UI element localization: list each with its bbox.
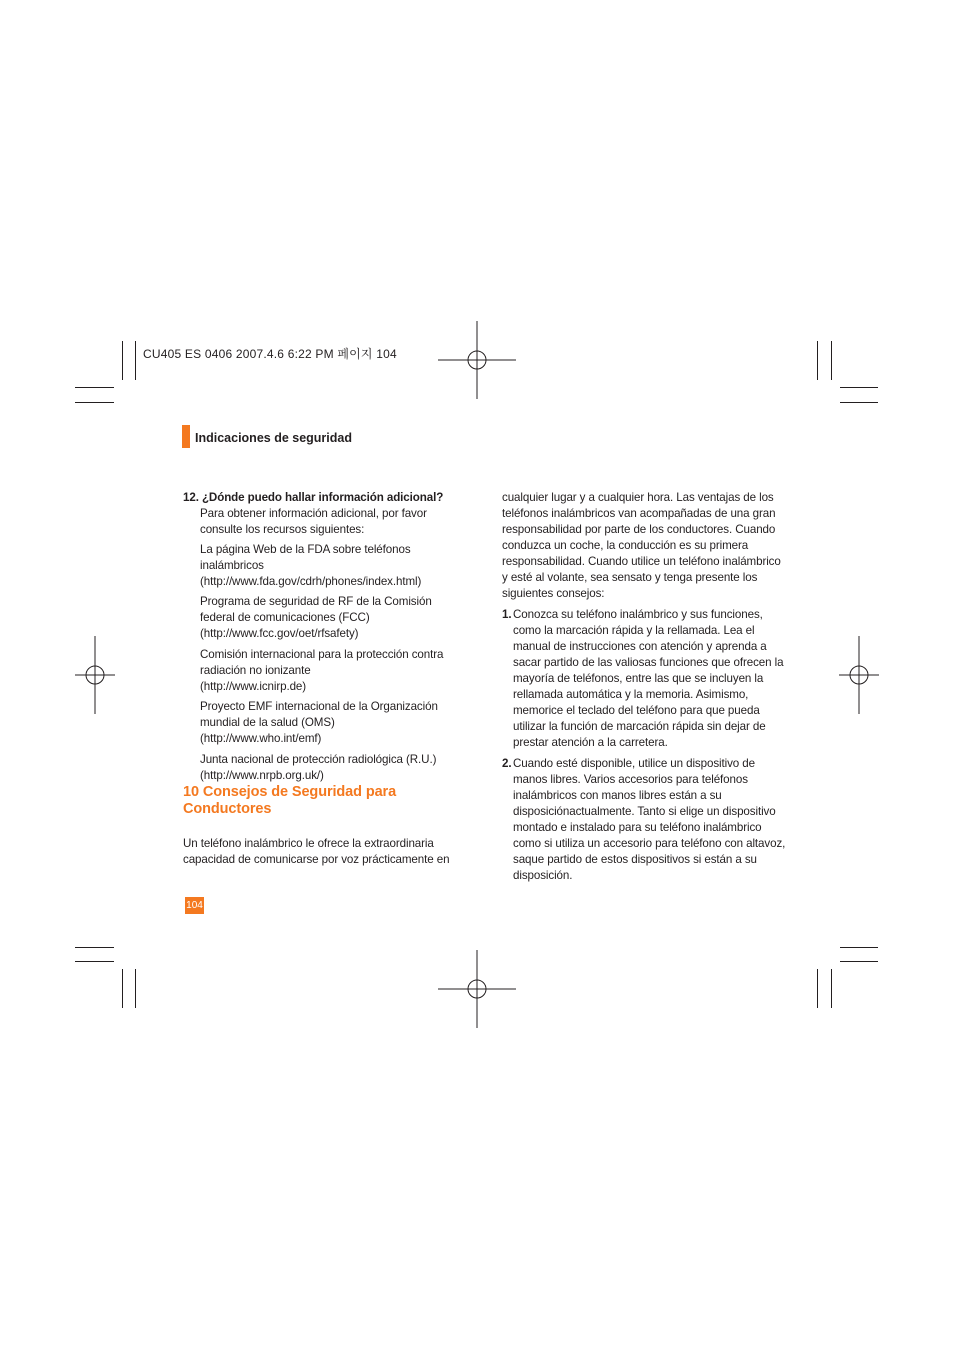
crop-mark [840, 961, 878, 962]
resource-name: Comisión internacional para la protección contra radiación no ionizante [200, 648, 444, 677]
crop-mark [75, 387, 114, 388]
resource-url: (http://www.who.int/emf) [200, 732, 322, 745]
crop-mark [840, 402, 878, 403]
list-text: Conozca su teléfono inalámbrico y sus funciones, como la marcación rápida y la rellamada. Lea el manual de instrucciones con atención y aprenda a sacar partido de las valiosas funciones que ofrecen la mayoría de teléfonos, entre las que se incluyen la rellamada automática y la memoria. Asimismo, memorice el teclado del teléfono para que pueda utilizar la función de marcación rápida sin dejar de prestar atención a la carretera. [513, 608, 784, 749]
left-column [183, 490, 458, 868]
crop-mark [135, 969, 136, 1008]
right-column [502, 490, 786, 884]
resource-item [183, 699, 458, 747]
list-item [502, 756, 786, 884]
crop-mark [122, 341, 123, 380]
body-paragraph: Un teléfono inalámbrico le ofrece la extraordinaria capacidad de comunicarse por voz prácticamente en [183, 837, 450, 866]
crop-mark [840, 387, 878, 388]
question-heading [183, 490, 458, 506]
crop-mark [122, 969, 123, 1008]
print-slug: CU405 ES 0406 2007.4.6 6:22 PM 페이지 104 [143, 347, 397, 361]
resource-name: La página Web de la FDA sobre teléfonos inalámbricos [200, 543, 411, 572]
resource-name: Junta nacional de protección radiológica (R.U.) [200, 753, 437, 766]
body-paragraph: cualquier lugar y a cualquier hora. Las ventajas de los teléfonos inalámbricos van acompañadas de una gran responsabilidad por parte de los conductores. Cuando conduzca un coche, la conducción es su primera responsabilidad. Cuando utilice un teléfono inalámbrico y esté al volante, sea sensato y tenga presente los siguientes consejos: [502, 491, 781, 600]
crop-mark [840, 947, 878, 948]
list-text: Cuando esté disponible, utilice un dispositivo de manos libres. Varios accesorios para teléfonos inalámbricos con manos libres están a su disposiciónactualmente. Tanto si elige un dispositivo montado e instalado para su teléfono inalámbrico como si utiliza un accesorio para teléfono con altavoz, saque partido de estos dispositivos si están a su disposición. [513, 757, 786, 882]
question-title: ¿Dónde puedo hallar información adicional? [201, 491, 444, 504]
registration-mark-icon [438, 321, 516, 399]
crop-mark [75, 947, 114, 948]
section-heading: 10 Consejos de Seguridad para Conductores [183, 784, 397, 817]
resource-item [183, 594, 458, 642]
crop-mark [75, 402, 114, 403]
resource-url: (http://www.fda.gov/cdrh/phones/index.html) [200, 575, 422, 588]
resource-url: (http://www.nrpb.org.uk/) [200, 769, 324, 782]
crop-mark [75, 961, 114, 962]
resource-url: (http://www.fcc.gov/oet/rfsafety) [200, 627, 359, 640]
resource-name: Proyecto EMF internacional de la Organización mundial de la salud (OMS) [200, 700, 438, 729]
crop-mark [831, 969, 832, 1008]
resource-item [183, 542, 458, 590]
list-number: 2. [502, 757, 512, 770]
resource-item [183, 647, 458, 695]
resource-url: (http://www.icnirp.de) [200, 680, 307, 693]
registration-mark-icon [75, 636, 115, 714]
question-number: 12. [183, 491, 199, 504]
registration-mark-icon [839, 636, 879, 714]
crop-mark [135, 341, 136, 380]
resources-intro: Para obtener información adicional, por favor consulte los recursos siguientes: [200, 507, 427, 536]
crop-mark [817, 969, 818, 1008]
crop-mark [817, 341, 818, 380]
crop-mark [831, 341, 832, 380]
list-item [502, 607, 786, 751]
registration-mark-icon [438, 950, 516, 1028]
list-number: 1. [502, 608, 512, 621]
resource-name: Programa de seguridad de RF de la Comisión federal de comunicaciones (FCC) [200, 595, 432, 624]
page-number-badge: 104 [185, 897, 204, 914]
resource-item [183, 752, 458, 784]
section-title: Indicaciones de seguridad [195, 431, 352, 445]
section-accent-bar [182, 425, 190, 448]
